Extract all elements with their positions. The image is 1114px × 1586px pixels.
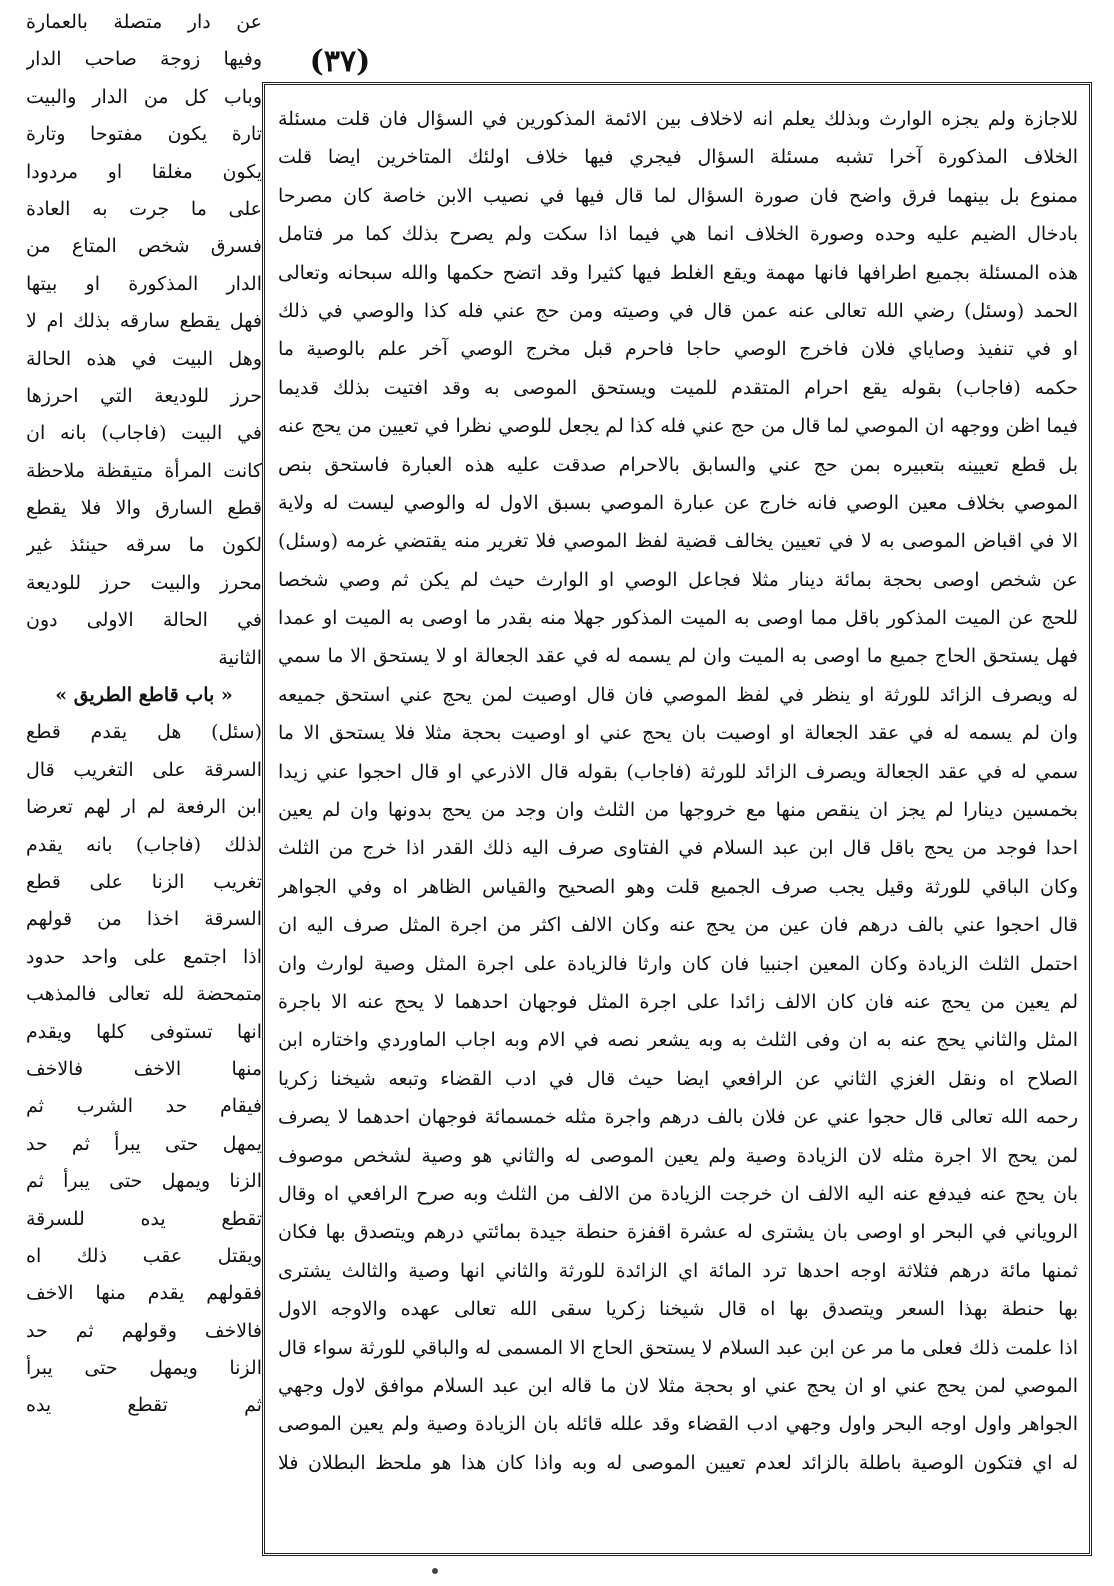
margin-text-line: ثم تقطع يده	[26, 1394, 262, 1417]
margin-text-line: الدار المذكورة او بيتها	[26, 272, 262, 295]
main-text-line: بها حنطة بهذا السعر ويتصدق بها اه قال شيخنا زكريا سقى الله تعالى عهده والاوجه الاول	[278, 1298, 1078, 1321]
margin-text-line: فيقام حد الشرب ثم	[26, 1095, 262, 1118]
margin-text-line: الثانية	[218, 646, 262, 669]
margin-text-line: لذلك (فاجاب) بانه يقدم	[26, 833, 262, 856]
main-text-line: له اي فتكون الوصية باطلة بالزائد لعدم تعيين الموصى له وبه واذا كان هذا هو ملحظ البطلان فلا	[278, 1451, 1078, 1474]
main-text-line: الموصي لمن يحج عني او ان يحج عني او بحجة مثلا لان ما قاله ابن عبد السلام موافق لاول وجهي	[278, 1374, 1078, 1397]
margin-text-line: فهل يقطع سارقه بذلك ام لا	[26, 310, 262, 333]
main-text-line: او في تنفيذ وصاياي فلان فاخرج الوصي حاجا فاحرم قبل مخرج الوصي آخر علم بالوصية ما	[278, 338, 1078, 361]
main-text-line: الروياني في البحر او اوصى بان يشترى له عشرة اقفزة حنطة جيدة بمائتي درهم ويتصدق بها فكان	[278, 1221, 1078, 1244]
main-text-line: الا في اقباض الموصى به لا في تعيين يخالف قضية لفظ الموصي فلا تغرير منه يقتضي غرمه (وسئل)	[278, 530, 1078, 553]
main-text-line: ثمنها مائة درهم فثلاثة اوجه احدها ترد المائة اي الزائدة للورثة والثاني انها وصية والثالث يشترى	[278, 1259, 1078, 1282]
margin-text-line: (سئل) هل يقدم قطع	[26, 721, 262, 744]
margin-text-line: في البيت (فاجاب) بانه ان	[26, 422, 262, 445]
main-text-line: هذه المسئلة بجميع اطرافها فانها مهمة ويقع الغلط فيها كثيرا وقد اتضح حكمها والله سبحانه وتعالى	[278, 261, 1078, 284]
main-text-line: الصلاح اه ونقل الغزي الثاني عن الرافعي ايضا حيث قال في ادب القضاء وتبعه شيخنا زكريا	[278, 1067, 1078, 1090]
main-text-line: لمن يحج الا اجرة مثله لان الزيادة وصية ولم يعين الموصى له والثاني هو وصية لشخص موصوف	[278, 1144, 1078, 1167]
main-text-line: للحج عن الميت المذكور باقل مما اوصى به الميت المذكور جهلا منه بقدر ما اوصى به الميت او عمدا	[278, 607, 1078, 630]
main-text-line: عن شخص اوصى بحجة بمائة دينار مثلا فجاعل الوصي او الوارث حيث لم يكن ثم وصي شخصا	[278, 568, 1078, 591]
margin-text-line: عن دار متصلة بالعمارة	[26, 11, 262, 33]
main-text-line: فهل يستحق الحاج جميع ما اوصى به الميت وان لم يسمه له في عقد الجعالة او لا يستحق الا ما سمي	[278, 645, 1078, 668]
main-text-line: لم يعين من يحج عنه فان كان الالف زائدا على اجرة المثل فوجهان احدهما لا يحج عنه الا باجرة	[278, 990, 1078, 1013]
margin-text-line: تقطع يده للسرقة	[26, 1207, 262, 1230]
margin-text-line: السرقة على التغريب قال	[26, 758, 262, 781]
main-text-column	[278, 100, 1078, 1540]
margin-text-line: فالاخف وقولهم ثم حد	[26, 1319, 262, 1342]
margin-text-line: تارة يكون مفتوحا وتارة	[26, 123, 262, 146]
margin-text-line: انها تستوفى كلها ويقدم	[26, 1020, 262, 1043]
main-text-line: بل قطع تعيينه بتعبيره بمن حج عني والسابق بالاحرام صدقت عليه هذه العبارة فاستحق بنص	[278, 453, 1078, 476]
main-text-line: بادخال الضيم عليه وحده وصورة الخلاف انما هي فيما اذا سكت ولم يصرح بذلك كما مر فتامل	[278, 223, 1078, 246]
margin-section-heading: « باب قاطع الطريق »	[55, 684, 233, 707]
main-text-line: ممنوع بل بينهما فرق واضح فان صورة السؤال لما قال فيها في نصيب الابن خاصة كان مصرحا	[278, 184, 1078, 207]
main-text-line: احتمل الثلث الزيادة وكان المعين اجنبيا فان كان وارثا فالزيادة على اجرة المثل وصية لوارث وان	[278, 952, 1078, 975]
margin-text-line: لكون ما سرقه حينئذ غير	[26, 534, 262, 557]
margin-text-line: ابن الرفعة لم ار لهم تعرضا	[26, 796, 262, 819]
margin-text-line: الزنا ويمهل حتى يبرأ ثم	[26, 1170, 262, 1193]
margin-text-line: ويقتل عقب ذلك اه	[26, 1244, 262, 1267]
main-text-line: حكمه (فاجاب) بقوله يقع احرام المتقدم للميت ويستحق الموصى به وقد افتيت بذلك قديما	[278, 376, 1078, 399]
main-text-line: للاجازة ولم يجزه الوارث وبذلك يعلم انه لاخلاف بين الائمة المذكورين في السؤال فان قلت مسئلة	[278, 108, 1078, 130]
margin-text-line: قطع السارق والا فلا يقطع	[26, 497, 262, 520]
main-text-line: بان يحج عنه فيدفع عنه اليه الالف ان خرجت الزيادة من الالف من الثلث وبه صرح الرافعي اه وقال	[278, 1182, 1078, 1205]
margin-text-line: السرقة اخذا من قولهم	[26, 908, 262, 931]
margin-text-line: متمحضة لله تعالى فالمذهب	[26, 983, 262, 1006]
main-text-line: رحمه الله تعالى قال حجوا عني عن فلان بالف درهم واجرة مثله خمسمائة فوجهان احدهما لا يصرف	[278, 1106, 1078, 1129]
margin-text-line: تغريب الزنا على قطع	[26, 870, 262, 893]
main-text-line: له ويصرف الزائد للورثة او ينظر في لفظ الموصي فان قال اوصيت لمن يحج عني استحق جميعه	[278, 683, 1078, 706]
margin-text-line: فسرق شخص المتاع من	[26, 235, 262, 258]
margin-text-line: فقولهم يقدم منها الاخف	[26, 1282, 262, 1305]
main-text-line: اذا علمت ذلك فعلى ما مر عن ابن عبد السلام لا يستحق الحاج الا المسمى له والباقي للورثة سواء قال	[278, 1336, 1078, 1359]
margin-text-line: يكون مغلقا او مردودا	[26, 160, 262, 183]
main-text-line: سمي له في عقد الجعالة ويصرف الزائد للورثة (فاجاب) بقوله قال الاذرعي او قال احجوا عني زيدا	[278, 760, 1078, 783]
main-text-line: الحمد (وسئل) رضي الله تعالى عنه عمن قال في وصيته ومن حج عني فله كذا والوصي في ذلك	[278, 299, 1078, 322]
main-text-line: الخلاف المذكورة آخرا تشبه مسئلة السؤال فيجري فيها خلاف اولئك المتاخرين ايضا قلت	[278, 146, 1078, 169]
margin-text-line: على ما جرت به العادة	[26, 197, 262, 220]
main-text-line: فيما اظن ووجهه ان الموصي لما قال من حج عني فله كذا لم يجعل للوصي نظرا في تعيين من يحج عنه	[278, 415, 1078, 438]
margin-text-line: محرز والبيت حرز للوديعة	[26, 571, 262, 594]
margin-text-line: وفيها زوجة صاحب الدار	[26, 48, 262, 71]
margin-text-line: كانت المرأة متيقظة ملاحظة	[26, 459, 262, 482]
margin-text-line: منها الاخف فالاخف	[26, 1057, 262, 1080]
margin-commentary-column	[26, 4, 262, 1504]
margin-text-line: وباب كل من الدار والبيت	[26, 85, 262, 108]
page-footer-dot	[432, 1568, 438, 1574]
margin-text-line: يمهل حتى يبرأ ثم حد	[26, 1132, 262, 1155]
page-number: (٣٧)	[309, 44, 371, 79]
main-text-line: احدا فوجد من يحج باقل قال ابن عبد السلام في الفتاوى صرف اليه ذلك القدر اذا خرج من الثلث	[278, 837, 1078, 860]
margin-text-line: في الحالة الاولى دون	[26, 609, 262, 632]
main-text-line: وكان الباقي للورثة وقيل يجب صرف الجميع قلت وهو الصحيح والقياس الظاهر اه وفي الجواهر	[278, 875, 1078, 898]
main-text-line: وان لم يسمه له في عقد الجعالة او اوصيت بان يحج عني او اوصيت بحجة مثلا فلا يستحق الا ما	[278, 722, 1078, 745]
margin-text-line: حرز للوديعة التي احرزها	[26, 384, 262, 407]
main-text-line: بخمسين دينارا لم يجز ان ينقص منها مع خروجها من الثلث وان وجد من يحج بدونها وان لم يعين	[278, 799, 1078, 822]
main-text-line: الموصي بخلاف معين الوصي فانه خارج عن عبارة الموصي بسبق الاول له والوصي ليست له ولاية	[278, 491, 1078, 514]
main-text-line: الجواهر واول اوجه البحر واول وجهي ادب القضاء وقد علله قائله بان الزيادة وصية ولم يعين الموصى	[278, 1413, 1078, 1436]
margin-text-line: الزنا ويمهل حتى يبرأ	[26, 1357, 262, 1380]
margin-text-line: اذا اجتمع على واحد حدود	[26, 945, 262, 968]
main-text-line: قال احجوا عني بالف درهم فان عين من يحج عنه وكان الالف اكثر من اجرة المثل صرف اليه ان	[278, 914, 1078, 937]
main-text-line: المثل والثاني يحج عنه به ان وفى الثلث به وبه يشعر نصه في الام وبه اجاب الماوردي واختاره ابن	[278, 1029, 1078, 1052]
margin-text-line: وهل البيت في هذه الحالة	[26, 347, 262, 370]
